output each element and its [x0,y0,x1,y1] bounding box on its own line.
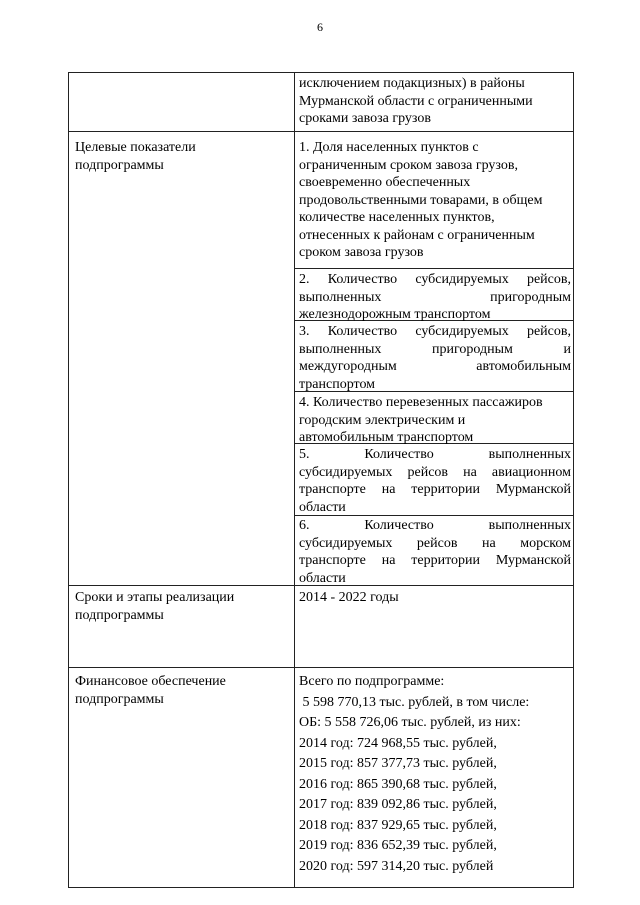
target-item-6: 6. Количество выполненных субсидируемых рейсов на морском транспорте на территории Мурманской области [299,518,571,586]
row-divider [69,131,573,132]
row-divider [69,667,573,668]
passport-table [68,72,574,888]
target-item-3: 3. Количество субсидируемых рейсов, выполненных пригородным и междугородным автомобильным транспортом [299,324,571,392]
target-item-1: 1. Доля населенных пунктов с ограниченным сроком завоза грузов, своевременно обеспеченных продовольственными товарами, в общем количестве населенных пунктов, отнесенных к районам с ограниченным сроком завоза грузов [299,140,543,260]
target-item-5: 5. Количество выполненных субсидируемых рейсов на авиационном транспорте на территории Мурманской области [299,447,571,515]
target-item-2: 2. Количество субсидируемых рейсов, выполненных пригородным железнодорожным транспортом [299,272,571,322]
item-divider [294,268,573,269]
finance-text: Всего по подпрограмме: 5 598 770,13 тыс. рублей, в том числе: ОБ: 5 558 726,06 тыс. рублей, из них: 2014 год: 724 968,55 тыс. рублей, 2015 год: 857 377,73 тыс. рублей, 2016 год: 865 390,68 тыс. рублей, 2017 год: 839 092,86 тыс. рублей, 2018 год: 837 929,65 тыс. рублей, 2019 год: 836 652,39 тыс. рублей, 2020 год: 597 314,20 тыс. рублей [299,674,530,874]
terms-label: Сроки и этапы реализации подпрограммы [75,590,235,623]
terms-value: 2014 - 2022 годы [299,590,399,605]
page-number: 6 [317,20,323,34]
column-divider [294,73,295,887]
continuation-text: исключением подакцизных) в районы Мурманской области с ограниченными сроками завоза грузов [299,76,533,126]
finance-label: Финансовое обеспечение подпрограммы [75,674,226,707]
target-item-4: 4. Количество перевезенных пассажиров городским электрическим и автомобильным транспортом [299,395,543,445]
targets-label: Целевые показатели подпрограммы [75,140,196,173]
